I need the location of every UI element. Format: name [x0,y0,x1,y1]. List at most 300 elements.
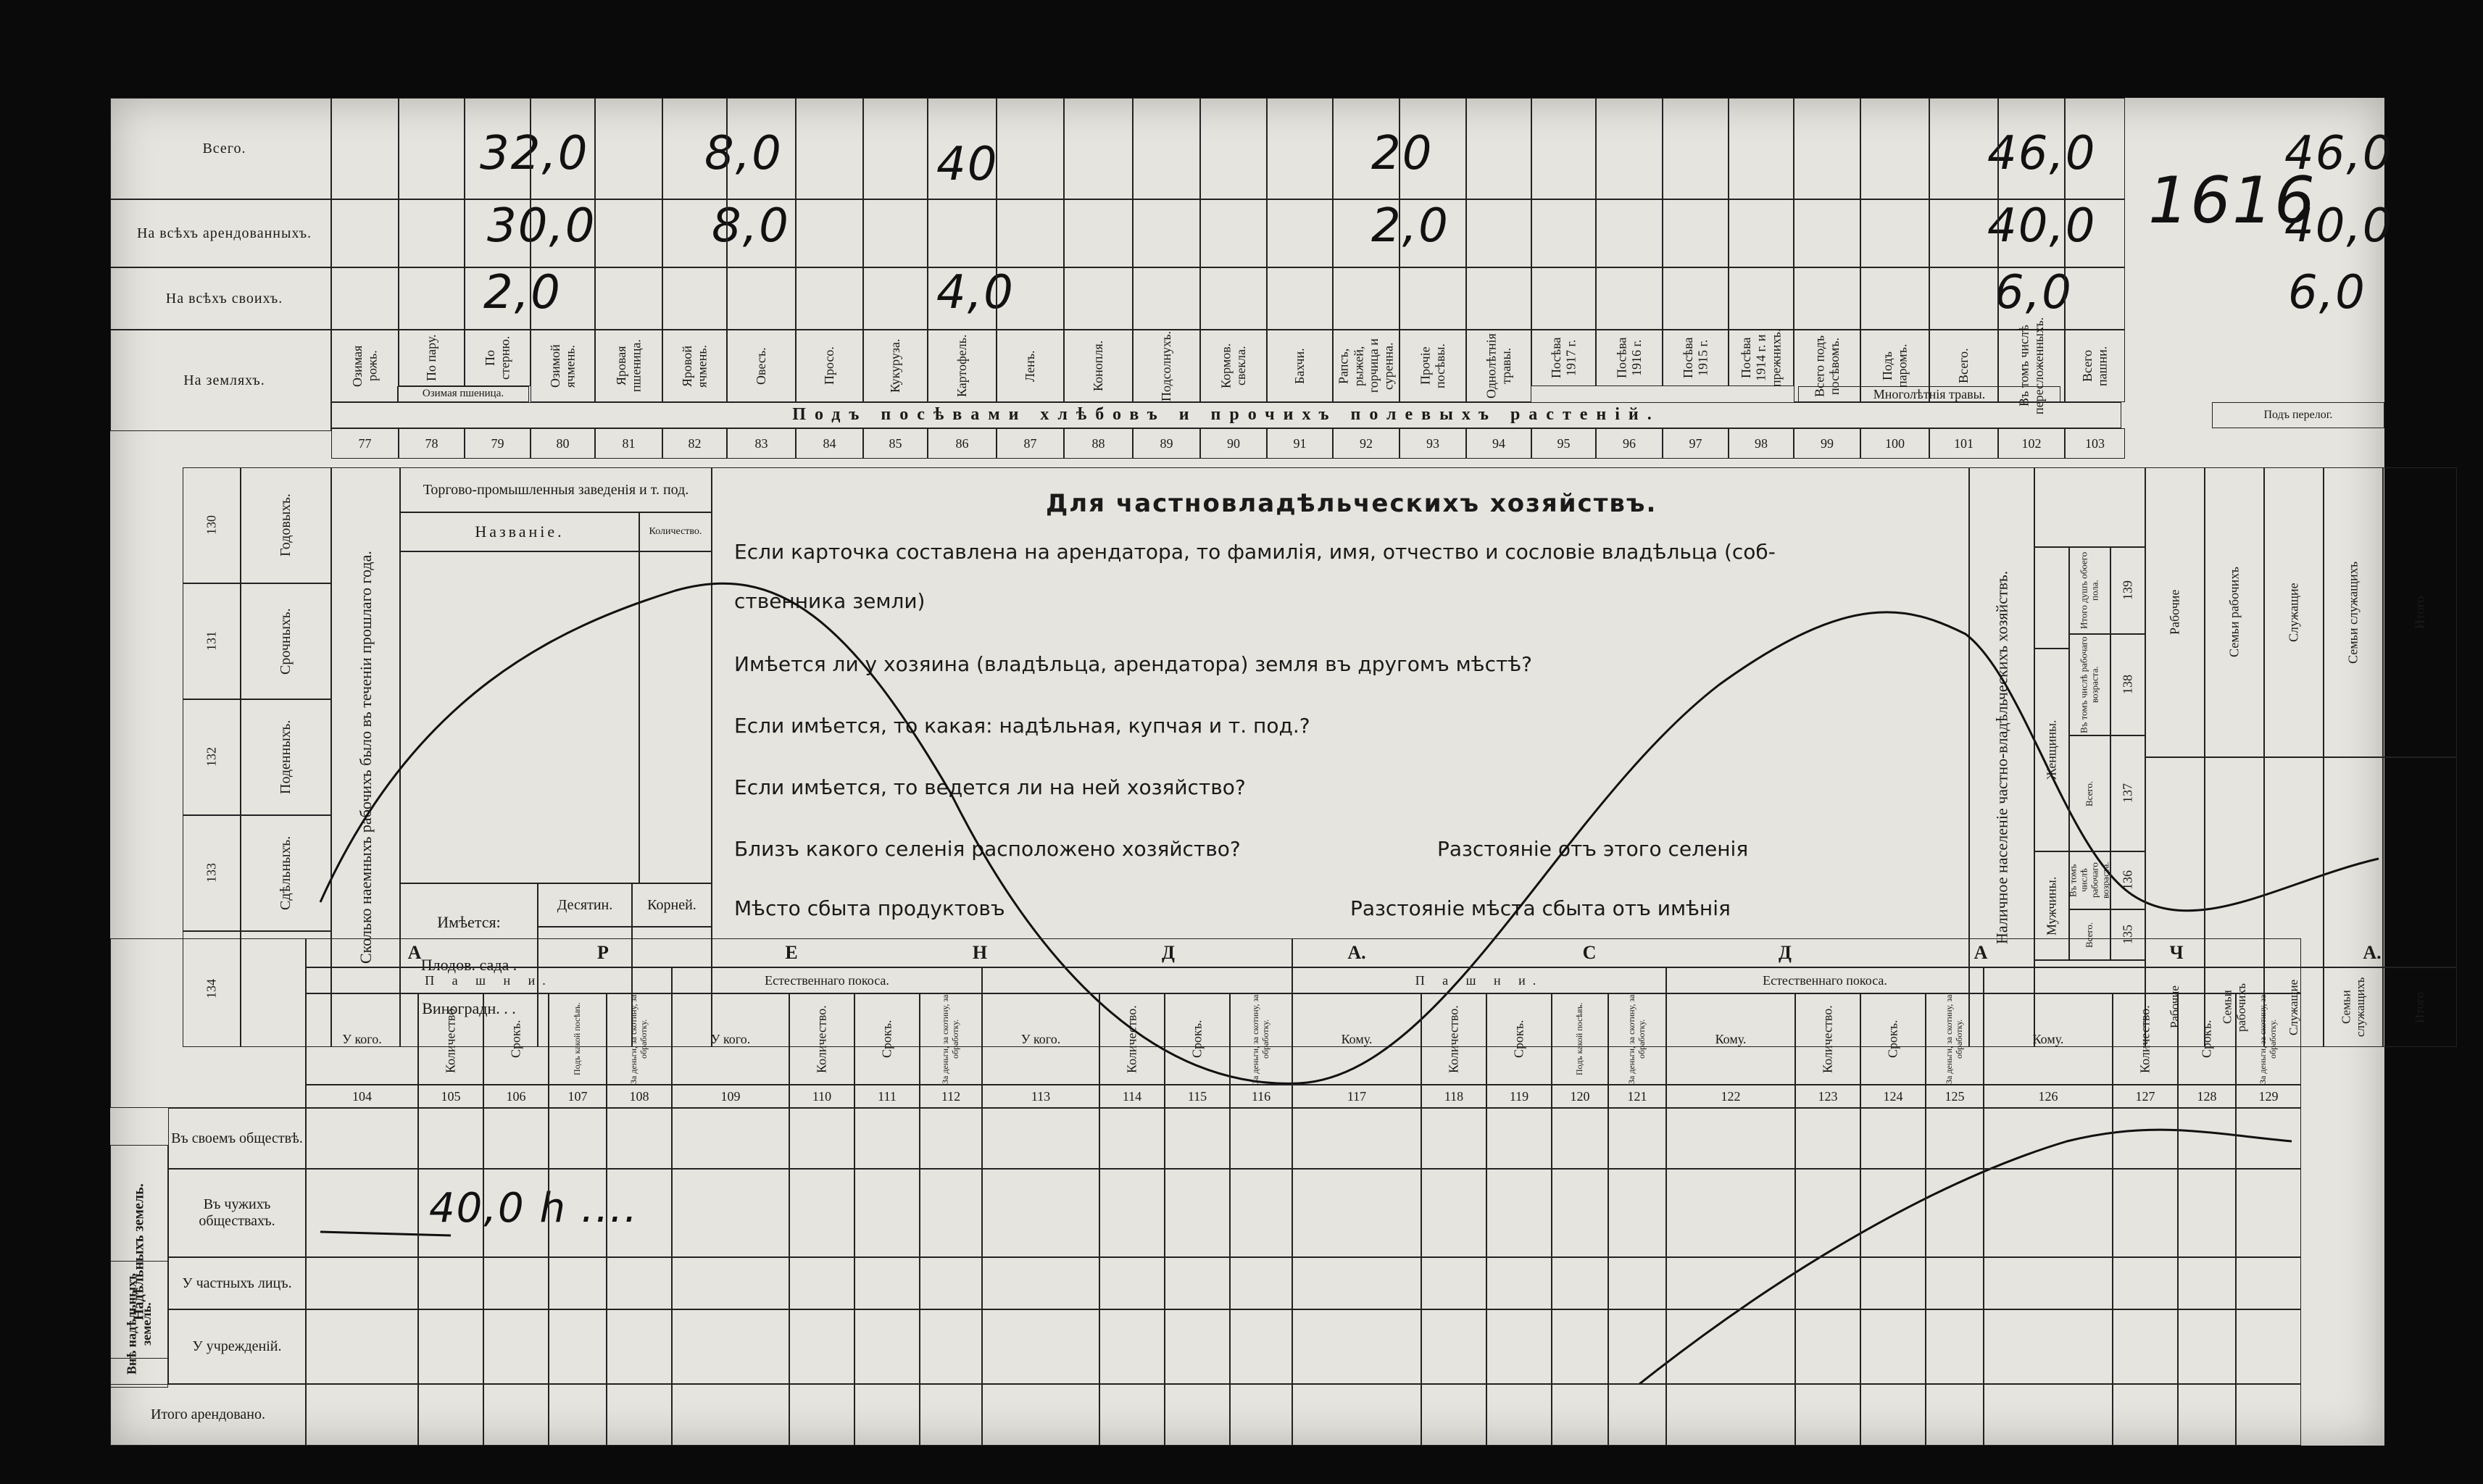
crop-cell [997,267,1064,330]
lease-cell [2178,1257,2236,1309]
crop-header: Озимой ячмень. [531,330,595,402]
lease-cell [418,1309,483,1384]
lease-cell [854,1384,920,1446]
lease-cell [1421,1309,1486,1384]
right-col-top: Семьи рабочихъ [2205,467,2264,757]
lease-cell [549,1384,607,1446]
lease-cell [1421,1169,1486,1257]
lease-col-number: 125 [1926,1085,1984,1108]
crop-header: Кормов. свекла. [1200,330,1267,402]
lease-cell [1860,1384,1926,1446]
crop-header: Посѣва 1914 г. и прежнихъ. [1729,330,1794,386]
crop-cell [2065,98,2125,199]
lease-cell [1608,1309,1666,1384]
sdacha-pokos: Естественнаго покоса. [1666,967,1984,993]
lease-col-header: Количество. [2113,993,2178,1085]
lease-col-number: 111 [854,1085,920,1108]
crop-cell [863,199,928,267]
lease-col-number: 104 [306,1085,418,1108]
pop-label: Всего. [2069,909,2110,960]
census-card [110,98,2427,1446]
crop-header: Картофель. [928,330,997,402]
crop-cell [1596,98,1663,199]
lease-cell [1292,1169,1421,1257]
lease-row-label: Итого арендовано. [110,1384,306,1446]
roots-header: Корней. [632,883,712,927]
crop-cell [1794,98,1860,199]
crop-header: Просо. [796,330,863,402]
crop-cell [331,199,399,267]
crop-cell [727,267,796,330]
workers-num: 131 [183,583,241,699]
hw-rented-barley: 8,0 [712,199,790,253]
crop-cell [531,98,595,199]
crop-header: По стерню. [465,330,531,386]
crop-number: 100 [1860,428,1929,459]
lease-col-number: 107 [549,1085,607,1108]
lease-cell [1552,1384,1608,1446]
crop-number: 93 [1399,428,1466,459]
desyatin-header: Десятин. [538,883,632,927]
sdacha-letter: Ч [2169,942,2184,964]
right-col-bottom: Семьи служащихъ [2324,967,2383,1047]
crop-cell [1531,267,1596,330]
crop-cell [1200,98,1267,199]
lease-row-label: У частныхъ лицъ. [168,1257,306,1309]
lease-col-number: 113 [982,1085,1099,1108]
crop-cell [1064,267,1133,330]
lease-col-number: 105 [418,1085,483,1108]
group-nadel: Надѣльныхъ земель. [110,1145,168,1359]
private-q3: Если имѣется, то какая: надѣльная, купчая и т. под.? [734,714,1310,738]
vineyard-label: Виноградн. . . [422,999,516,1017]
crop-cell [595,98,662,199]
arenda-letter: Д [1162,942,1175,964]
workers-label: Срочныхъ. [241,583,331,699]
crop-cell [796,199,863,267]
lease-col-header: Количество. [1421,993,1486,1085]
pop-label: Итого душъ обоего пола. [2069,547,2110,634]
lease-cell [789,1309,854,1384]
lease-cell [789,1169,854,1257]
lease-col-header: Кому. [1666,993,1795,1085]
crop-cell [1663,199,1729,267]
private-q6b: Разстояніе мѣста сбыта отъ имѣнія [1350,896,1731,920]
lease-cell [1926,1108,1984,1169]
lease-cell [672,1108,789,1169]
lease-cell [1486,1169,1552,1257]
private-q1b: ственника земли) [734,589,926,613]
crop-header: Кукуруза. [863,330,928,402]
lease-col-header: Количество. [1795,993,1860,1085]
has-label: Имѣется: [437,913,501,932]
crop-cell [1998,98,2065,199]
lease-cell [549,1257,607,1309]
crop-number: 89 [1133,428,1200,459]
pop-num: 139 [2110,547,2145,634]
right-col-mid [2145,757,2205,967]
pop-label: Въ томъ числѣ рабочаго возраста. [2069,634,2110,735]
lease-cell [1926,1169,1984,1257]
lease-cell [607,1257,672,1309]
lease-cell [982,1257,1099,1309]
lease-cell [1099,1108,1165,1169]
crop-cell [399,267,465,330]
lease-cell [607,1384,672,1446]
crop-number: 95 [1531,428,1596,459]
arenda-letter: Р [597,942,609,964]
lease-cell [1926,1309,1984,1384]
lease-cell [920,1384,982,1446]
crop-cell [796,267,863,330]
crop-number: 101 [1929,428,1998,459]
crop-cell [1860,267,1929,330]
crop-cell [863,98,928,199]
lease-cell [1608,1108,1666,1169]
crop-number: 78 [399,428,465,459]
lease-cell [1795,1169,1860,1257]
lease-cell [1552,1257,1608,1309]
crop-number: 81 [595,428,662,459]
crop-cell [662,98,727,199]
lease-cell [1860,1257,1926,1309]
crop-header: Рапсъ, рыжей, горчица и суренна. [1333,330,1399,402]
private-q5b: Разстояніе отъ этого селенія [1437,837,1749,861]
crop-header: Въ томъ числѣ пересложенныхъ. [1998,330,2065,402]
right-col-top: Рабочие [2145,467,2205,757]
right-col-mid [2324,757,2383,967]
lease-cell [1984,1384,2113,1446]
lease-row-label: У учрежденій. [168,1309,306,1384]
lease-cell [2113,1257,2178,1309]
crop-number: 90 [1200,428,1267,459]
sdacha-letter: Д [1779,942,1792,964]
hw-lease-note: 40,0 h .... [429,1185,639,1232]
lease-cell [1795,1108,1860,1169]
crop-cell [1399,98,1466,199]
crop-header: Посѣва 1915 г. [1663,330,1729,386]
lease-cell [1984,1108,2113,1169]
lease-cell [418,1108,483,1169]
crop-cell [1333,98,1399,199]
crop-header: Конопля. [1064,330,1133,402]
crop-cell [727,98,796,199]
lease-cell [672,1257,789,1309]
crop-cell [595,199,662,267]
lease-cell [2113,1108,2178,1169]
lease-cell [982,1384,1099,1446]
crop-cell [465,98,531,199]
lease-cell [1486,1108,1552,1169]
crop-number: 86 [928,428,997,459]
lease-cell [418,1257,483,1309]
lease-cell [1230,1108,1292,1169]
lease-cell [607,1169,672,1257]
crop-cell [863,267,928,330]
workers-num: 132 [183,699,241,815]
crop-number: 91 [1267,428,1333,459]
crop-number: 88 [1064,428,1133,459]
lease-pashni: П а ш н и. [306,967,672,993]
sdacha-letter: С [1582,942,1597,964]
crop-header: Подсолнухъ. [1133,330,1200,402]
lease-row-label: Въ чужихъ обществахъ. [168,1169,306,1257]
lease-cell [306,1384,418,1446]
lease-cell [1666,1169,1795,1257]
crop-cell [928,267,997,330]
crop-cell [399,98,465,199]
lease-cell [1795,1257,1860,1309]
crop-number: 92 [1333,428,1399,459]
lease-cell [483,1257,549,1309]
crop-cell [331,98,399,199]
lease-cell [483,1108,549,1169]
lease-col-header: Количество. [1099,993,1165,1085]
crop-number: 94 [1466,428,1531,459]
lease-cell [1165,1257,1230,1309]
lease-cell [854,1257,920,1309]
arenda-letter: А. [1347,942,1366,964]
lease-col-number: 110 [789,1085,854,1108]
lease-cell [1552,1309,1608,1384]
private-q5a: Близъ какого селенія расположено хозяйство? [734,837,1241,861]
lease-col-header: За деньги, за скотину, за обработку. [607,993,672,1085]
lease-col-number: 126 [1984,1085,2113,1108]
lease-cell [789,1257,854,1309]
crop-header: По пару. [399,330,465,386]
crop-cell [727,199,796,267]
hw-total-melons: 20 [1371,127,1434,180]
lease-cell [1552,1108,1608,1169]
crop-cell [531,267,595,330]
crop-cell [1596,267,1663,330]
pop-women: Женщины. [2034,649,2069,851]
lease-cell [1795,1384,1860,1446]
hw-fallow-mark: 1616 [2148,163,2316,238]
crop-cell [1267,199,1333,267]
crop-cell [1133,267,1200,330]
hw-own-arable: 6,0 [2288,266,2366,320]
lease-col-header: Количество. [789,993,854,1085]
sdacha-letter: А. [2363,942,2382,964]
crop-number: 99 [1794,428,1860,459]
lease-col-number: 115 [1165,1085,1230,1108]
lease-cell [1984,1169,2113,1257]
lease-row-label: Въ своемъ обществѣ. [168,1108,306,1169]
crop-cell [928,199,997,267]
lease-col-header: Срокъ. [483,993,549,1085]
right-col-top: Итого [2383,467,2457,757]
workers-label: Поденныхъ. [241,699,331,815]
lease-cell [607,1108,672,1169]
lease-col-number: 108 [607,1085,672,1108]
workers-title: Сколько наемныхъ рабочихъ было въ теченіи прошлаго года. [331,467,400,1047]
lease-col-header: За деньги, за скотину, за обработку. [1608,993,1666,1085]
lease-col-header: Срокъ. [1165,993,1230,1085]
lease-col-number: 114 [1099,1085,1165,1108]
lease-cell [2178,1384,2236,1446]
lease-cell [2113,1384,2178,1446]
crop-cell [1399,267,1466,330]
crop-header: Посѣва 1916 г. [1596,330,1663,386]
crop-header: Подъ паромъ. [1860,330,1929,402]
lease-cell [1230,1169,1292,1257]
lease-cell [1608,1257,1666,1309]
lease-cell [1486,1257,1552,1309]
crop-number: 79 [465,428,531,459]
lease-cell [920,1309,982,1384]
crop-number: 84 [796,428,863,459]
lease-cell [549,1169,607,1257]
wheat-subgroup: Озимая пшеница. [397,386,529,402]
lease-cell [920,1169,982,1257]
lease-cell [1099,1257,1165,1309]
hw-rented-arable: 40,0 [2284,199,2394,253]
crop-cell [1267,98,1333,199]
lease-cell [1666,1309,1795,1384]
fallow-subheader: Подъ перелог. [2212,402,2384,428]
hw-rented-sown: 40,0 [1987,199,2097,253]
crop-number: 98 [1729,428,1794,459]
crop-number: 77 [331,428,399,459]
lease-cell [549,1309,607,1384]
lease-cell [2178,1108,2236,1169]
crop-cell [399,199,465,267]
lease-col-header: У кого. [306,993,418,1085]
lease-col-number: 112 [920,1085,982,1108]
crop-cell [1466,98,1531,199]
hw-rented-rye: 30,0 [487,199,596,253]
hw-own-rye: 2,0 [483,266,562,320]
crop-cell [1133,98,1200,199]
lease-cell [854,1169,920,1257]
lease-cell [2236,1169,2301,1257]
crop-cell [1729,98,1794,199]
crop-header: Овесъ. [727,330,796,402]
lease-col-number: 116 [1230,1085,1292,1108]
row-label-own: На всѣхъ своихъ. [110,267,331,330]
crop-header: Ленъ. [997,330,1064,402]
lease-cell [306,1309,418,1384]
lease-col-header: У кого. [982,993,1099,1085]
lease-cell [1165,1309,1230,1384]
crop-cell [1998,199,2065,267]
lease-col-header: За деньги, за скотину, за обработку. [2236,993,2301,1085]
right-col-mid [2264,757,2324,967]
lease-cell [672,1309,789,1384]
crop-number: 97 [1663,428,1729,459]
lease-cell [1099,1384,1165,1446]
grass-subgroup: Многолѣтнія травы. [1798,386,2060,402]
lease-col-header: Подъ какой посѣвъ. [549,993,607,1085]
lease-cell [2236,1309,2301,1384]
lease-cell [1860,1309,1926,1384]
lease-cell [2236,1257,2301,1309]
crop-number: 82 [662,428,727,459]
right-col-bottom: Рабочие [2145,967,2205,1047]
lease-cell [982,1108,1099,1169]
lease-cell [1165,1108,1230,1169]
lease-cell [1292,1309,1421,1384]
lease-cell [2236,1384,2301,1446]
lease-cell [1608,1384,1666,1446]
arenda-letter: Н [972,942,988,964]
lease-cell [1230,1384,1292,1446]
crop-header: Яровой ячмень. [662,330,727,402]
lease-cell [1165,1384,1230,1446]
lease-col-header: Подъ какой посѣвъ. [1552,993,1608,1085]
lease-cell [2236,1108,2301,1169]
crop-cell [1200,267,1267,330]
arenda-letter: Е [785,942,798,964]
hw-total-arable: 46,0 [2284,127,2394,180]
crop-cell [1466,267,1531,330]
lease-cell [854,1309,920,1384]
lease-cell [1292,1108,1421,1169]
lease-col-number: 121 [1608,1085,1666,1108]
lease-corner [110,938,306,1108]
lease-cell [1099,1169,1165,1257]
crop-cell [1531,199,1596,267]
lease-cell [1292,1257,1421,1309]
crop-cell [595,267,662,330]
crop-header: Всего подъ посѣвомъ. [1794,330,1860,402]
pop-total-col [2034,547,2069,649]
crop-header: Всего пашни. [2065,330,2125,402]
lease-cell [2178,1169,2236,1257]
lease-cell [607,1309,672,1384]
lease-cell [854,1108,920,1169]
lease-cell [1926,1384,1984,1446]
lease-cell [672,1384,789,1446]
lease-cell [1230,1309,1292,1384]
pop-num: 136 [2110,851,2145,909]
lease-cell [483,1384,549,1446]
sdacha-blank [1984,967,2301,993]
lease-col-header: За деньги, за скотину, за обработку. [1926,993,1984,1085]
pop-label: Всего. [2069,735,2110,851]
right-col-bottom: Семьи рабочихъ [2205,967,2264,1047]
workers-label: Годовыхъ. [241,467,331,583]
crop-cell [1729,199,1794,267]
lease-cell [1421,1257,1486,1309]
lease-col-header: Срокъ. [2178,993,2236,1085]
lease-col-header: Срокъ. [1486,993,1552,1085]
lease-blank [982,967,1292,993]
crop-cell [1200,199,1267,267]
lease-cell [1165,1169,1230,1257]
lease-cell [418,1384,483,1446]
group-vnenadel: Внѣ надѣльныхъ земель. [110,1261,168,1388]
pop-num: 137 [2110,735,2145,851]
lease-cell [1795,1309,1860,1384]
crop-number: 87 [997,428,1064,459]
workers-num: 133 [183,815,241,931]
private-q2: Имѣется ли у хозяина (владѣльца, арендатора) земля въ другомъ мѣстѣ? [734,652,1532,676]
crop-header: Всего. [1929,330,1998,402]
lease-cell [1984,1309,2113,1384]
crop-cell [1663,267,1729,330]
right-col-bottom: Итого [2383,967,2457,1047]
lease-cell [789,1108,854,1169]
private-q6a: Мѣсто сбыта продуктовъ [734,896,1005,920]
right-col-top: Служащие [2264,467,2324,757]
right-col-mid [2205,757,2264,967]
crop-cell [1794,199,1860,267]
crop-cell [2065,199,2125,267]
lease-col-header: Срокъ. [854,993,920,1085]
hw-total-barley: 8,0 [704,127,783,180]
